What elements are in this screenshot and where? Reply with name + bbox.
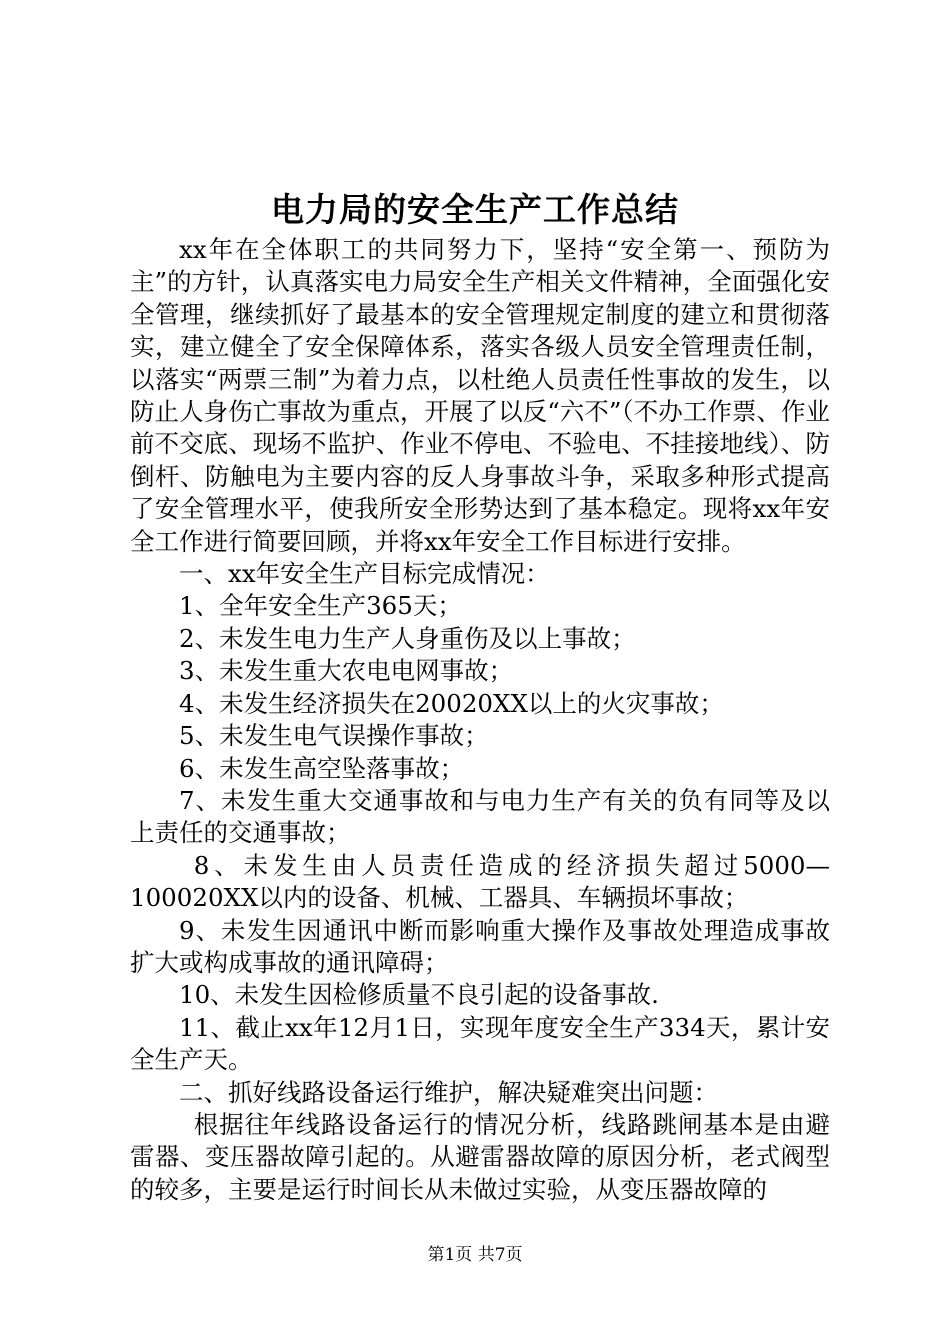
- paragraph-intro: xx年在全体职工的共同努力下，坚持“安全第一、预防为主”的方针，认真落实电力局安全生产相关文件精神，全面强化安全管理，继续抓好了最基本的安全管理规定制度的建立和贯彻落实，建立健全了安全保障体系，落实各级人员安全管理责任制，以落实“两票三制”为着力点，以杜绝人员责任性事故的发生，以防止人身伤亡事故为重点，开展了以反“六不”（不办工作票、作业前不交底、现场不监护、作业不停电、不验电、不挂接地线）、防倒杆、防触电为主要内容的反人身事故斗争，采取多种形式提高了安全管理水平，使我所安全形势达到了基本稳定。现将xx年安全工作进行简要回顾，并将xx年安全工作目标进行安排。: [130, 235, 830, 556]
- page-footer: 第1页 共7页: [427, 1245, 523, 1265]
- paragraph-item-2: 2、未发生电力生产人身重伤及以上事故；: [179, 623, 636, 653]
- paragraph-section-2-heading: 二、抓好线路设备运行维护，解决疑难突出问题：: [179, 1077, 718, 1107]
- paragraph-item-9: 9、未发生因通讯中断而影响重大操作及事故处理造成事故扩大或构成事故的通讯障碍；: [130, 915, 830, 977]
- paragraph-item-5: 5、未发生电气误操作事故；: [179, 721, 489, 751]
- paragraph-item-8: 8、未发生由人员责任造成的经济损失超过5000—100020XX以内的设备、机械、工器具、车辆损坏事故；: [130, 850, 830, 913]
- paragraph-item-6: 6、未发生高空坠落事故；: [179, 753, 465, 783]
- paragraph-item-7: 7、未发生重大交通事故和与电力生产有关的负有同等及以上责任的交通事故；: [130, 785, 830, 848]
- document-body: [130, 234, 830, 1206]
- paragraph-item-10: 10、未发生因检修质量不良引起的设备事故.: [179, 980, 659, 1010]
- paragraph-item-1: 1、全年安全生产365天；: [179, 591, 462, 621]
- paragraph-item-4: 4、未发生经济损失在20020XX以上的火灾事故；: [179, 688, 724, 718]
- paragraph-section-2-body: 根据往年线路设备运行的情况分析，线路跳闸基本是由避雷器、变压器故障引起的。从避雷器故障的原因分析，老式阀型的较多，主要是运行时间长从未做过实验，从变压器故障的: [130, 1109, 830, 1204]
- paragraph-item-3: 3、未发生重大农电电网事故；: [179, 656, 514, 686]
- paragraph-section-1-heading: 一、xx年安全生产目标完成情况：: [179, 559, 550, 589]
- paragraph-item-11: 11、截止xx年12月1日，实现年度安全生产334天，累计安全生产天。: [130, 1012, 830, 1075]
- document-title: 电力局的安全生产工作总结: [271, 190, 679, 229]
